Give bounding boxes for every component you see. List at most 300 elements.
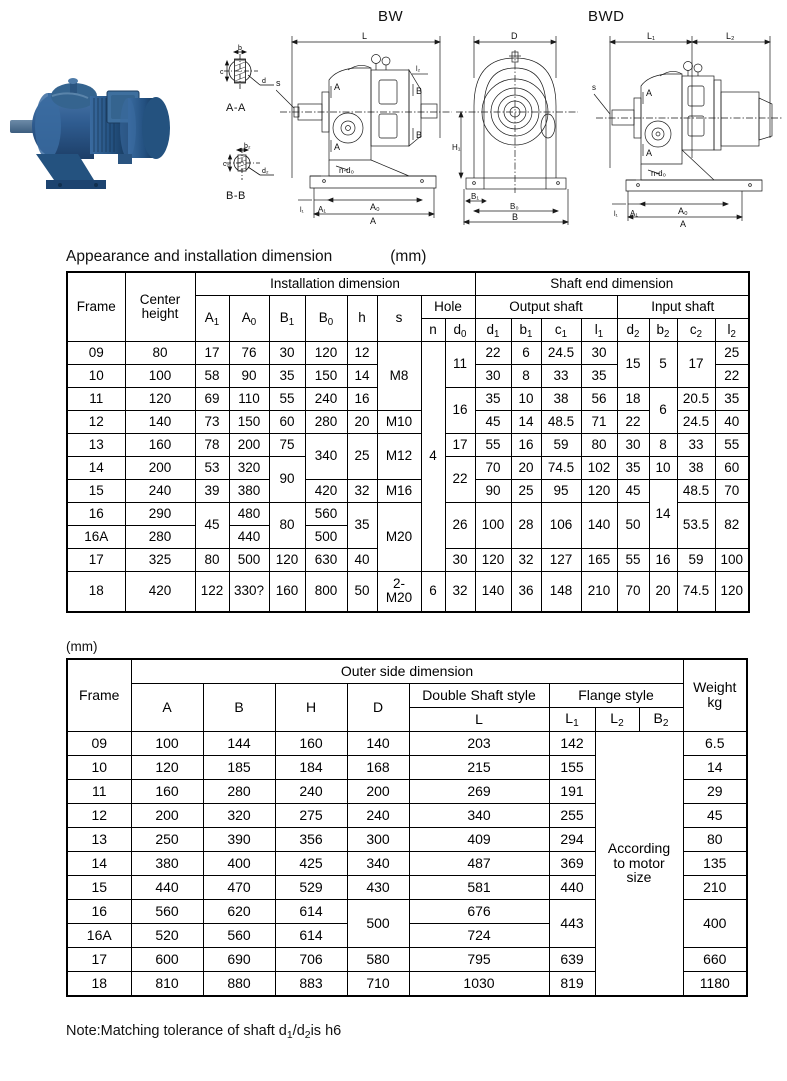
cell-b2-6: 6: [649, 388, 677, 434]
cell-center-height: 100: [125, 365, 195, 388]
cell-l1: 35: [581, 365, 617, 388]
th-d1: $d_1$: [475, 319, 511, 342]
svg-text:B₀: B₀: [510, 202, 519, 211]
cell-center-height: 240: [125, 480, 195, 503]
tolerance-note-prefix: Note:Matching tolerance of shaft d: [66, 1022, 287, 1039]
cell-l2-82: 82: [715, 503, 749, 549]
cell2-L: 269: [409, 779, 549, 803]
cell-A1: 73: [195, 411, 229, 434]
cell2-L: 203: [409, 731, 549, 755]
cell-c1: 38: [541, 388, 581, 411]
cell2-D: 140: [347, 731, 409, 755]
cell-d2-50: 50: [617, 503, 649, 549]
cell-d1: 90: [475, 480, 511, 503]
cell-d2-15: 15: [617, 342, 649, 388]
cell-B1: 75: [269, 434, 305, 457]
cell-B0: 240: [305, 388, 347, 411]
th-b2: $b_2$: [649, 319, 677, 342]
cell-A0: 150: [229, 411, 269, 434]
cell-d0: 32: [445, 572, 475, 612]
cell-h-25: 25: [347, 434, 377, 480]
cell-c2: 74.5: [677, 572, 715, 612]
cell-d1: 70: [475, 457, 511, 480]
table-row: [67, 731, 747, 755]
cell2-A: 160: [131, 779, 203, 803]
cell-c2: 33: [677, 434, 715, 457]
cell2-D: 240: [347, 803, 409, 827]
svg-text:L₂: L₂: [726, 31, 735, 41]
cell2-A: 440: [131, 875, 203, 899]
svg-text:A: A: [646, 88, 653, 98]
cell2-H: 614: [275, 899, 347, 923]
th-shaft-end-dimension: Shaft end dimension: [475, 272, 749, 296]
bwd-side-view-drawing: [592, 28, 784, 228]
cell2-frame: 12: [67, 803, 131, 827]
cell2-L1: 639: [549, 947, 595, 971]
cell-l2: 35: [715, 388, 749, 411]
th2-D: D: [347, 683, 409, 731]
cell-l1: 56: [581, 388, 617, 411]
svg-text:A₀: A₀: [678, 206, 688, 216]
cell2-flange-note: [595, 731, 683, 996]
cell2-weight: 1180: [683, 971, 747, 996]
svg-text:l₁: l₁: [614, 211, 618, 218]
th-frame: Frame: [67, 272, 125, 342]
cell-d1: 55: [475, 434, 511, 457]
tolerance-note-suffix: is h6: [310, 1022, 342, 1039]
cell-c1: 95: [541, 480, 581, 503]
cell-d2: 18: [617, 388, 649, 411]
svg-text:b₂: b₂: [244, 143, 251, 150]
svg-text:n-d₀: n-d₀: [339, 166, 354, 175]
cell-B1: 160: [269, 572, 305, 612]
cell-center-height: 80: [125, 342, 195, 365]
cell2-B: 185: [203, 755, 275, 779]
cell2-frame: 18: [67, 971, 131, 996]
svg-text:A: A: [334, 82, 341, 92]
cell-l1: 210: [581, 572, 617, 612]
cell-b2: 20: [649, 572, 677, 612]
cell-c2: 38: [677, 457, 715, 480]
cell-h-35: 35: [347, 503, 377, 549]
cell-A0: 500: [229, 549, 269, 572]
cell-c2: 24.5: [677, 411, 715, 434]
th-n: n: [421, 319, 445, 342]
cell2-flange-note-line1: According: [607, 839, 671, 856]
cell-l2: 70: [715, 480, 749, 503]
svg-text:B: B: [416, 130, 423, 140]
svg-text:l₂: l₂: [416, 66, 421, 73]
svg-text:l₁: l₁: [300, 207, 304, 214]
cell-frame: 15: [67, 480, 125, 503]
cell2-B: 320: [203, 803, 275, 827]
cell-frame: 12: [67, 411, 125, 434]
th2-H: H: [275, 683, 347, 731]
cell-d1-100: 100: [475, 503, 511, 549]
cell2-B: 560: [203, 923, 275, 947]
cell2-B: 400: [203, 851, 275, 875]
cell-b2-14: 14: [649, 480, 677, 549]
cell2-frame: 13: [67, 827, 131, 851]
cell-h: 14: [347, 365, 377, 388]
cell2-weight: 80: [683, 827, 747, 851]
cell2-L1: 155: [549, 755, 595, 779]
front-view-drawing: [452, 28, 582, 228]
cell2-B: 390: [203, 827, 275, 851]
cell2-B: 470: [203, 875, 275, 899]
table-row: [67, 411, 749, 434]
cell2-A: 810: [131, 971, 203, 996]
svg-text:B: B: [512, 212, 519, 222]
cell-l1: 120: [581, 480, 617, 503]
th2-weight-line1: Weight: [693, 679, 737, 696]
bw-side-view-drawing: [276, 28, 456, 228]
cell2-H: 240: [275, 779, 347, 803]
cell2-L1: 294: [549, 827, 595, 851]
th2-frame: Frame: [67, 659, 131, 732]
section-bb-label: B-B: [226, 190, 246, 202]
svg-text:A: A: [680, 219, 687, 228]
th-b1: $b_1$: [511, 319, 541, 342]
cell-h: 16: [347, 388, 377, 411]
cell-B0: 800: [305, 572, 347, 612]
svg-text:A₀: A₀: [370, 202, 380, 212]
section-aa-detail: [214, 44, 278, 96]
cell-d2: 35: [617, 457, 649, 480]
cell2-frame: 11: [67, 779, 131, 803]
cell2-flange-note-line3: size: [626, 869, 652, 886]
installation-dimension-table: [66, 271, 750, 613]
cell-l2: 55: [715, 434, 749, 457]
svg-text:b: b: [238, 45, 242, 52]
cell2-D: 168: [347, 755, 409, 779]
cell-d2: 30: [617, 434, 649, 457]
cell-l1: 80: [581, 434, 617, 457]
cell2-B: 280: [203, 779, 275, 803]
table1-caption: [66, 248, 787, 266]
svg-text:A₁: A₁: [630, 209, 639, 218]
cell2-frame: 16: [67, 899, 131, 923]
cell-A0: 320: [229, 457, 269, 480]
th2-double-shaft-style: Double Shaft style: [409, 683, 549, 707]
cell-s: M16: [377, 480, 421, 503]
cell-b1: 8: [511, 365, 541, 388]
svg-text:s: s: [276, 78, 281, 88]
th-h: h: [347, 296, 377, 342]
cell-B1: 35: [269, 365, 305, 388]
cell2-frame: 17: [67, 947, 131, 971]
cell2-H: 275: [275, 803, 347, 827]
cell-s-2m20-line2: M20: [385, 590, 413, 606]
cell-h: 32: [347, 480, 377, 503]
cell2-weight: 210: [683, 875, 747, 899]
th-l2: $l_2$: [715, 319, 749, 342]
cell-frame: 13: [67, 434, 125, 457]
cell-b2: 8: [649, 434, 677, 457]
svg-text:H₁: H₁: [452, 143, 461, 152]
th2-A: A: [131, 683, 203, 731]
cell-l2: 120: [715, 572, 749, 612]
cell2-frame: 09: [67, 731, 131, 755]
cell2-A: 200: [131, 803, 203, 827]
cell-l1: 102: [581, 457, 617, 480]
svg-text:d₂: d₂: [262, 168, 269, 175]
cell-d1: 120: [475, 549, 511, 572]
cell2-L1: 191: [549, 779, 595, 803]
cell2-H: 356: [275, 827, 347, 851]
cell2-A: 250: [131, 827, 203, 851]
th-center-height: [125, 272, 195, 342]
cell-l2: 60: [715, 457, 749, 480]
cell-c2: 59: [677, 549, 715, 572]
cell-frame: 14: [67, 457, 125, 480]
cell-d2: 22: [617, 411, 649, 434]
cell-c2-535: 53.5: [677, 503, 715, 549]
cell-A1: 39: [195, 480, 229, 503]
cell-s-m8: M8: [377, 342, 421, 411]
cell2-L: 795: [409, 947, 549, 971]
th-center-height-line1: Center: [139, 291, 181, 307]
cell-b1: 6: [511, 342, 541, 365]
cell2-A: 520: [131, 923, 203, 947]
cell-B0-340: 340: [305, 434, 347, 480]
cell2-frame: 15: [67, 875, 131, 899]
svg-text:c₂: c₂: [223, 161, 230, 168]
cell2-A: 560: [131, 899, 203, 923]
table-row: [67, 342, 749, 365]
cell-A0: 76: [229, 342, 269, 365]
th-c1: $c_1$: [541, 319, 581, 342]
cell2-A: 120: [131, 755, 203, 779]
cell-b1: 16: [511, 434, 541, 457]
svg-text:c: c: [220, 69, 224, 76]
cell-frame: 09: [67, 342, 125, 365]
th-l1: $l_1$: [581, 319, 617, 342]
cell-B0: 120: [305, 342, 347, 365]
cell2-weight: 660: [683, 947, 747, 971]
cell2-L1-443: 443: [549, 899, 595, 947]
th2-L: L: [409, 707, 549, 731]
cell-B0: 150: [305, 365, 347, 388]
cell2-A: 600: [131, 947, 203, 971]
cell2-H: 706: [275, 947, 347, 971]
cell-d0-22: 22: [445, 457, 475, 503]
cell-frame: 16: [67, 503, 125, 526]
cell2-L: 215: [409, 755, 549, 779]
cell2-L1: 255: [549, 803, 595, 827]
cell-c2: 48.5: [677, 480, 715, 503]
cell2-D: 340: [347, 851, 409, 875]
cell2-A: 380: [131, 851, 203, 875]
th2-flange-style: Flange style: [549, 683, 683, 707]
cell-n-6: 6: [421, 572, 445, 612]
cell-l1: 165: [581, 549, 617, 572]
section-aa-label: A-A: [226, 102, 246, 114]
tolerance-note-sub2: 2: [304, 1029, 311, 1041]
cell-d0: 30: [445, 549, 475, 572]
cell-frame: 17: [67, 549, 125, 572]
svg-text:A: A: [370, 216, 377, 226]
cell2-weight: 45: [683, 803, 747, 827]
tolerance-note-slash: /d: [292, 1022, 305, 1039]
cell-center-height: 325: [125, 549, 195, 572]
cell-B0: 630: [305, 549, 347, 572]
cell-A0: 380: [229, 480, 269, 503]
th-d0: $d_0$: [445, 319, 475, 342]
cell-h: 50: [347, 572, 377, 612]
cell-A1-45: 45: [195, 503, 229, 549]
cell-b1-28: 28: [511, 503, 541, 549]
table-row: [67, 503, 749, 526]
cell-A0: 200: [229, 434, 269, 457]
cell2-L: 340: [409, 803, 549, 827]
illustration-band: [0, 0, 787, 248]
cell-c1: 59: [541, 434, 581, 457]
cell2-H: 184: [275, 755, 347, 779]
cell2-H: 614: [275, 923, 347, 947]
cell-A1: 80: [195, 549, 229, 572]
cell-A0: 440: [229, 526, 269, 549]
cell-b1: 36: [511, 572, 541, 612]
cell-B0: 500: [305, 526, 347, 549]
cell-c2-17: 17: [677, 342, 715, 388]
cell2-D: 430: [347, 875, 409, 899]
cell-d2: 70: [617, 572, 649, 612]
cell-A1: 122: [195, 572, 229, 612]
cell-h: 40: [347, 549, 377, 572]
cell2-frame: 10: [67, 755, 131, 779]
table1-caption-text: Appearance and installation dimension: [66, 248, 333, 265]
cell-d1: 140: [475, 572, 511, 612]
cell-h: 12: [347, 342, 377, 365]
cell-A1: 17: [195, 342, 229, 365]
cell-B1-90: 90: [269, 457, 305, 503]
th-A1: $A_1$: [195, 296, 229, 342]
cell2-L1: 819: [549, 971, 595, 996]
cell2-H: 160: [275, 731, 347, 755]
cell2-B: 620: [203, 899, 275, 923]
th-B0: $B_0$: [305, 296, 347, 342]
cell2-weight: 14: [683, 755, 747, 779]
cell2-B: 144: [203, 731, 275, 755]
cell2-B: 690: [203, 947, 275, 971]
cell2-L: 581: [409, 875, 549, 899]
cell-d2: 45: [617, 480, 649, 503]
cell2-D: 300: [347, 827, 409, 851]
cell-c1: 127: [541, 549, 581, 572]
cell-s: M10: [377, 411, 421, 434]
cell-b2-5: 5: [649, 342, 677, 388]
svg-text:A₁: A₁: [318, 205, 327, 214]
svg-text:n-d₀: n-d₀: [651, 169, 666, 178]
cell-b2: 10: [649, 457, 677, 480]
cell-c1: 33: [541, 365, 581, 388]
cell2-weight-400: 400: [683, 899, 747, 947]
cell-d2: 55: [617, 549, 649, 572]
cell2-L: 724: [409, 923, 549, 947]
cell-center-height: 290: [125, 503, 195, 526]
svg-text:D: D: [511, 31, 518, 41]
cell-l1-140: 140: [581, 503, 617, 549]
th-c2: $c_2$: [677, 319, 715, 342]
cell2-L: 676: [409, 899, 549, 923]
cell2-L: 409: [409, 827, 549, 851]
th-installation-dimension: Installation dimension: [195, 272, 475, 296]
cell-d0-26: 26: [445, 503, 475, 549]
cell2-weight: 29: [683, 779, 747, 803]
cell-d1: 30: [475, 365, 511, 388]
cell-B1: 60: [269, 411, 305, 434]
cell-B0: 420: [305, 480, 347, 503]
th2-weight: [683, 659, 747, 732]
svg-text:A: A: [646, 148, 653, 158]
cell2-L: 487: [409, 851, 549, 875]
cell-center-height: 280: [125, 526, 195, 549]
svg-text:d: d: [262, 78, 266, 85]
cell-c1: 24.5: [541, 342, 581, 365]
cell-A1: 53: [195, 457, 229, 480]
cell-l2: 100: [715, 549, 749, 572]
svg-text:A: A: [334, 142, 341, 152]
cell-l1: 30: [581, 342, 617, 365]
cell-b1: 14: [511, 411, 541, 434]
cell-B1-80: 80: [269, 503, 305, 549]
cell-center-height: 200: [125, 457, 195, 480]
cell-s-m20: M20: [377, 503, 421, 572]
th2-L2: $L_2$: [595, 707, 639, 731]
bw-drawing-title: BW: [378, 8, 404, 25]
cell2-frame: 14: [67, 851, 131, 875]
outer-dimension-table: [66, 658, 748, 997]
cell-l2: 22: [715, 365, 749, 388]
cell-B1: 55: [269, 388, 305, 411]
cell-d0-11: 11: [445, 342, 475, 388]
svg-text:B: B: [416, 86, 423, 96]
cell-d0: 17: [445, 434, 475, 457]
cell-s-m12: M12: [377, 434, 421, 480]
th-center-height-line2: height: [141, 306, 179, 321]
cell-s-2m20: [377, 572, 421, 612]
cell-h: 20: [347, 411, 377, 434]
cell-s-2m20-line1: 2-: [392, 576, 405, 592]
cell-l1: 71: [581, 411, 617, 434]
cell-n-4: 4: [421, 342, 445, 572]
cell2-L: 1030: [409, 971, 549, 996]
cell-center-height: 160: [125, 434, 195, 457]
svg-text:L: L: [362, 31, 368, 41]
cell-frame: 18: [67, 572, 125, 612]
cell-b1: 25: [511, 480, 541, 503]
cell2-L1: 440: [549, 875, 595, 899]
tolerance-note-sub1: 1: [286, 1029, 293, 1041]
cell-A0: 110: [229, 388, 269, 411]
th2-outer-side-dimension: Outer side dimension: [131, 659, 683, 684]
svg-text:B₁: B₁: [471, 192, 480, 201]
cell-A1: 69: [195, 388, 229, 411]
cell-center-height: 120: [125, 388, 195, 411]
cell2-D-500: 500: [347, 899, 409, 947]
th2-L1: $L_1$: [549, 707, 595, 731]
cell-b1: 20: [511, 457, 541, 480]
th-d2: $d_2$: [617, 319, 649, 342]
cell-c2: 20.5: [677, 388, 715, 411]
cell-A1: 78: [195, 434, 229, 457]
cell2-frame: 16A: [67, 923, 131, 947]
th-s: s: [377, 296, 421, 342]
cell2-H: 883: [275, 971, 347, 996]
cell-d1: 22: [475, 342, 511, 365]
cell-b1: 32: [511, 549, 541, 572]
